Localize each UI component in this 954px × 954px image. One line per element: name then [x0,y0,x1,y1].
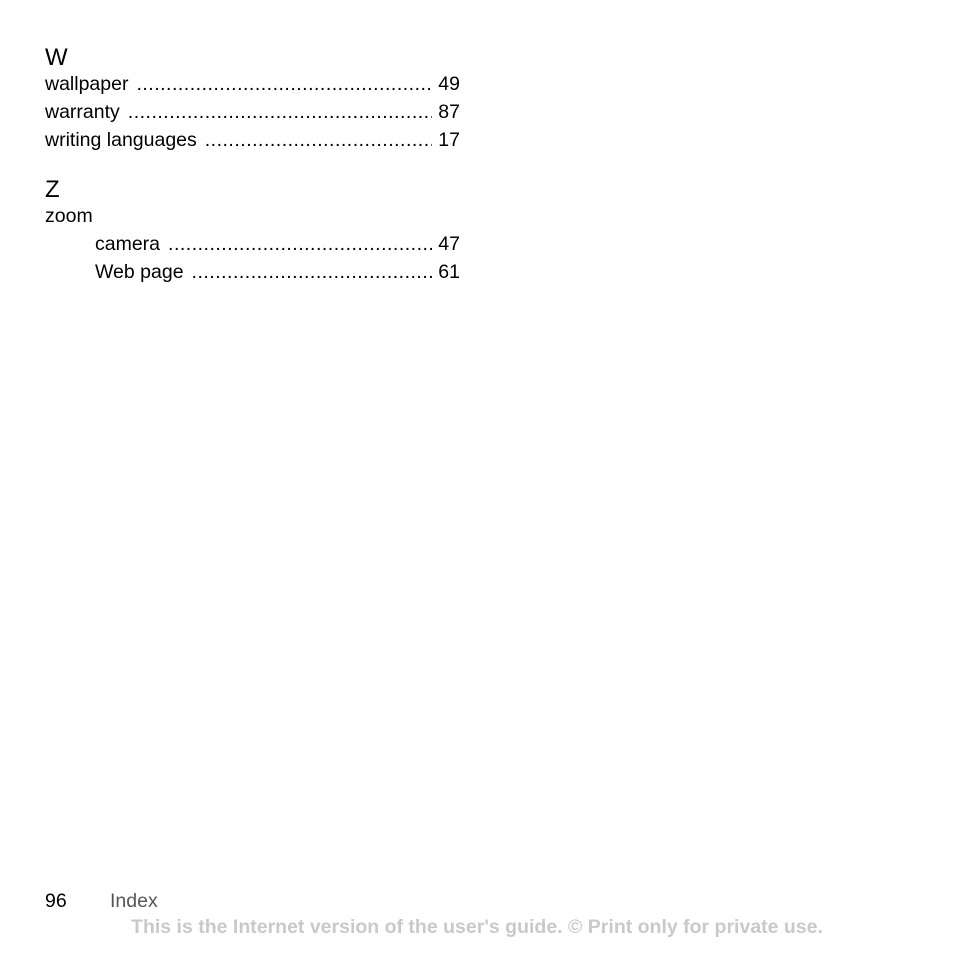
dot-leader [168,230,432,258]
index-subentry-camera [45,230,460,258]
entry-page: 47 [438,233,460,255]
footer-section-name: Index [110,890,158,912]
entry-term: Web page [95,261,184,283]
entry-page: 49 [438,73,460,95]
entry-page: 87 [438,101,460,123]
entry-term: camera [95,233,161,255]
entry-page: 17 [438,129,460,151]
dot-leader [128,98,433,126]
index-entry-warranty [45,98,460,126]
index-entry-zoom: zoom [45,205,93,227]
index-section-z [45,176,460,286]
entry-term: writing languages [45,129,197,151]
entry-term: warranty [45,101,120,123]
section-letter: W [45,44,68,71]
entry-page: 61 [438,261,460,283]
dot-leader [136,70,432,98]
dot-leader [205,126,433,154]
copyright-notice: This is the Internet version of the user's guide. © Print only for private use. [131,916,823,938]
page-number: 96 [45,890,67,912]
page-footer [45,888,158,914]
index-entry-wallpaper [45,70,460,98]
section-letter: Z [45,176,60,203]
entry-term: wallpaper [45,73,129,95]
index-column [45,44,460,308]
index-subentry-web-page [45,258,460,286]
index-entry-writing-languages [45,126,460,154]
dot-leader [192,258,433,286]
index-section-w [45,44,460,154]
